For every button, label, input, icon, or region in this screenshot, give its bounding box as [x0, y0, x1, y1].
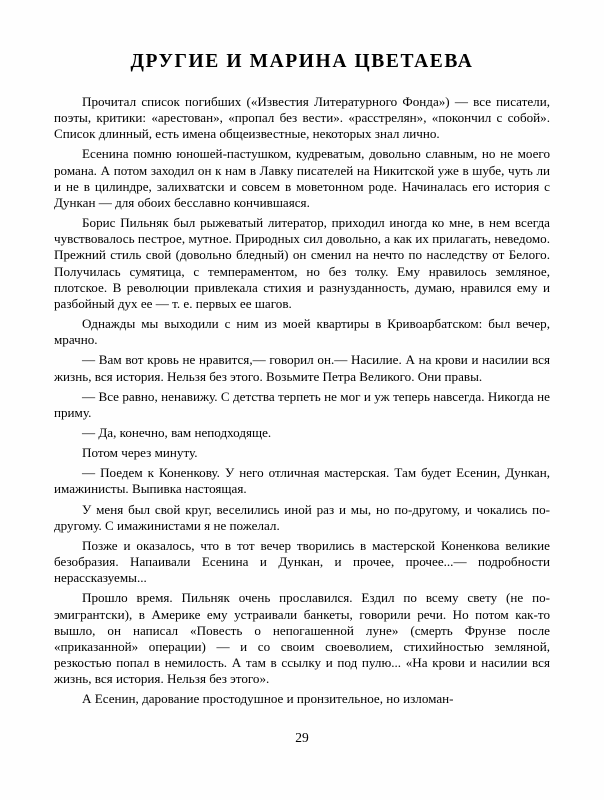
paragraph: Прошло время. Пильняк очень прославился. Ездил по всему свету (не по-эмигрантски), в Америке ему устраивали банкеты, говорили речи. Но потом как-то вышло, он написал «Повесть о непогашенной луне» (смерть Фрунзе после «приказанной» операции) — и со своим своеволием, стихийностью земляной, резкостью попал в немилость. А там в ссылку и под пулю... «На крови и насилии вся жизнь, вся история. Нельзя без этого». — [54, 590, 550, 687]
paragraph: У меня был свой круг, веселились иной раз и мы, но по-другому, и чокались по-другому. С имажинистами я не пожелал. — [54, 501, 550, 533]
paragraph: Прочитал список погибших («Известия Литературного Фонда») — все писатели, поэты, критики: «арестован», «пропал без вести». «расстрелян», «покончил с собой». Список длинный, есть имена общеизвестные, некоторых знал лично. — [54, 94, 550, 142]
paragraph: Позже и оказалось, что в тот вечер творились в мастерской Коненкова великие безобразия. Напаивали Есенина и Дункан, и прочее, прочее...— подробности нерассказуемы... — [54, 537, 550, 586]
paragraph: А Есенин, дарование простодушное и пронзительное, но изломан- — [82, 691, 454, 707]
paragraph: Потом через минуту. — [82, 445, 198, 461]
page-title: ДРУГИЕ И МАРИНА ЦВЕТАЕВА — [130, 51, 474, 72]
paragraph: Есенина помню юношей-пастушком, кудреватым, довольно славным, но не моего романа. А потом заходил он к нам в Лавку писателей на Никитской уже в шубе, чуть ли и не в цилиндре, залихватски и совсем в моветонном роде. Начиналась его история с Дункан — для обоих бесславно кончившаяся. — [54, 146, 550, 210]
dialogue-paragraph: — Вам вот кровь не нравится,— говорил он.— Насилие. А на крови и насилии вся жизнь, вся история. Нельзя без этого. Возьмите Петра Великого. Они правы. — [54, 352, 550, 384]
dialogue-paragraph: — Да, конечно, вам неподходяще. — [82, 424, 272, 440]
body-text-column — [54, 94, 550, 707]
paragraph: Однажды мы выходили с ним из моей квартиры в Кривоарбатском: был вечер, мрачно. — [54, 316, 550, 348]
paragraph: Борис Пильняк был рыжеватый литератор, приходил иногда ко мне, в нем всегда чувствовалось пестрое, мутное. Природных сил довольно, а как их прилагать, неведомо. Прежний стиль свой (довольно бледный) он сменил на нечто по наследству от Белого. Получилась сумятица, с темпераментом, но без толку. Ему нравилось земляное, плотское. В революции привлекала стихия и разнузданность, думаю, нравился ему и разбойный дух ее — т. е. первых ее шагов. — [54, 215, 550, 311]
dialogue-paragraph: — Поедем к Коненкову. У него отличная мастерская. Там будет Есенин, Дункан, имажинисты. Выпивка настоящая. — [54, 465, 550, 497]
page-number: 29 — [295, 730, 309, 745]
dialogue-paragraph: — Все равно, ненавижу. С детства терпеть не мог и уж теперь навсегда. Никогда не приму. — [54, 388, 550, 420]
